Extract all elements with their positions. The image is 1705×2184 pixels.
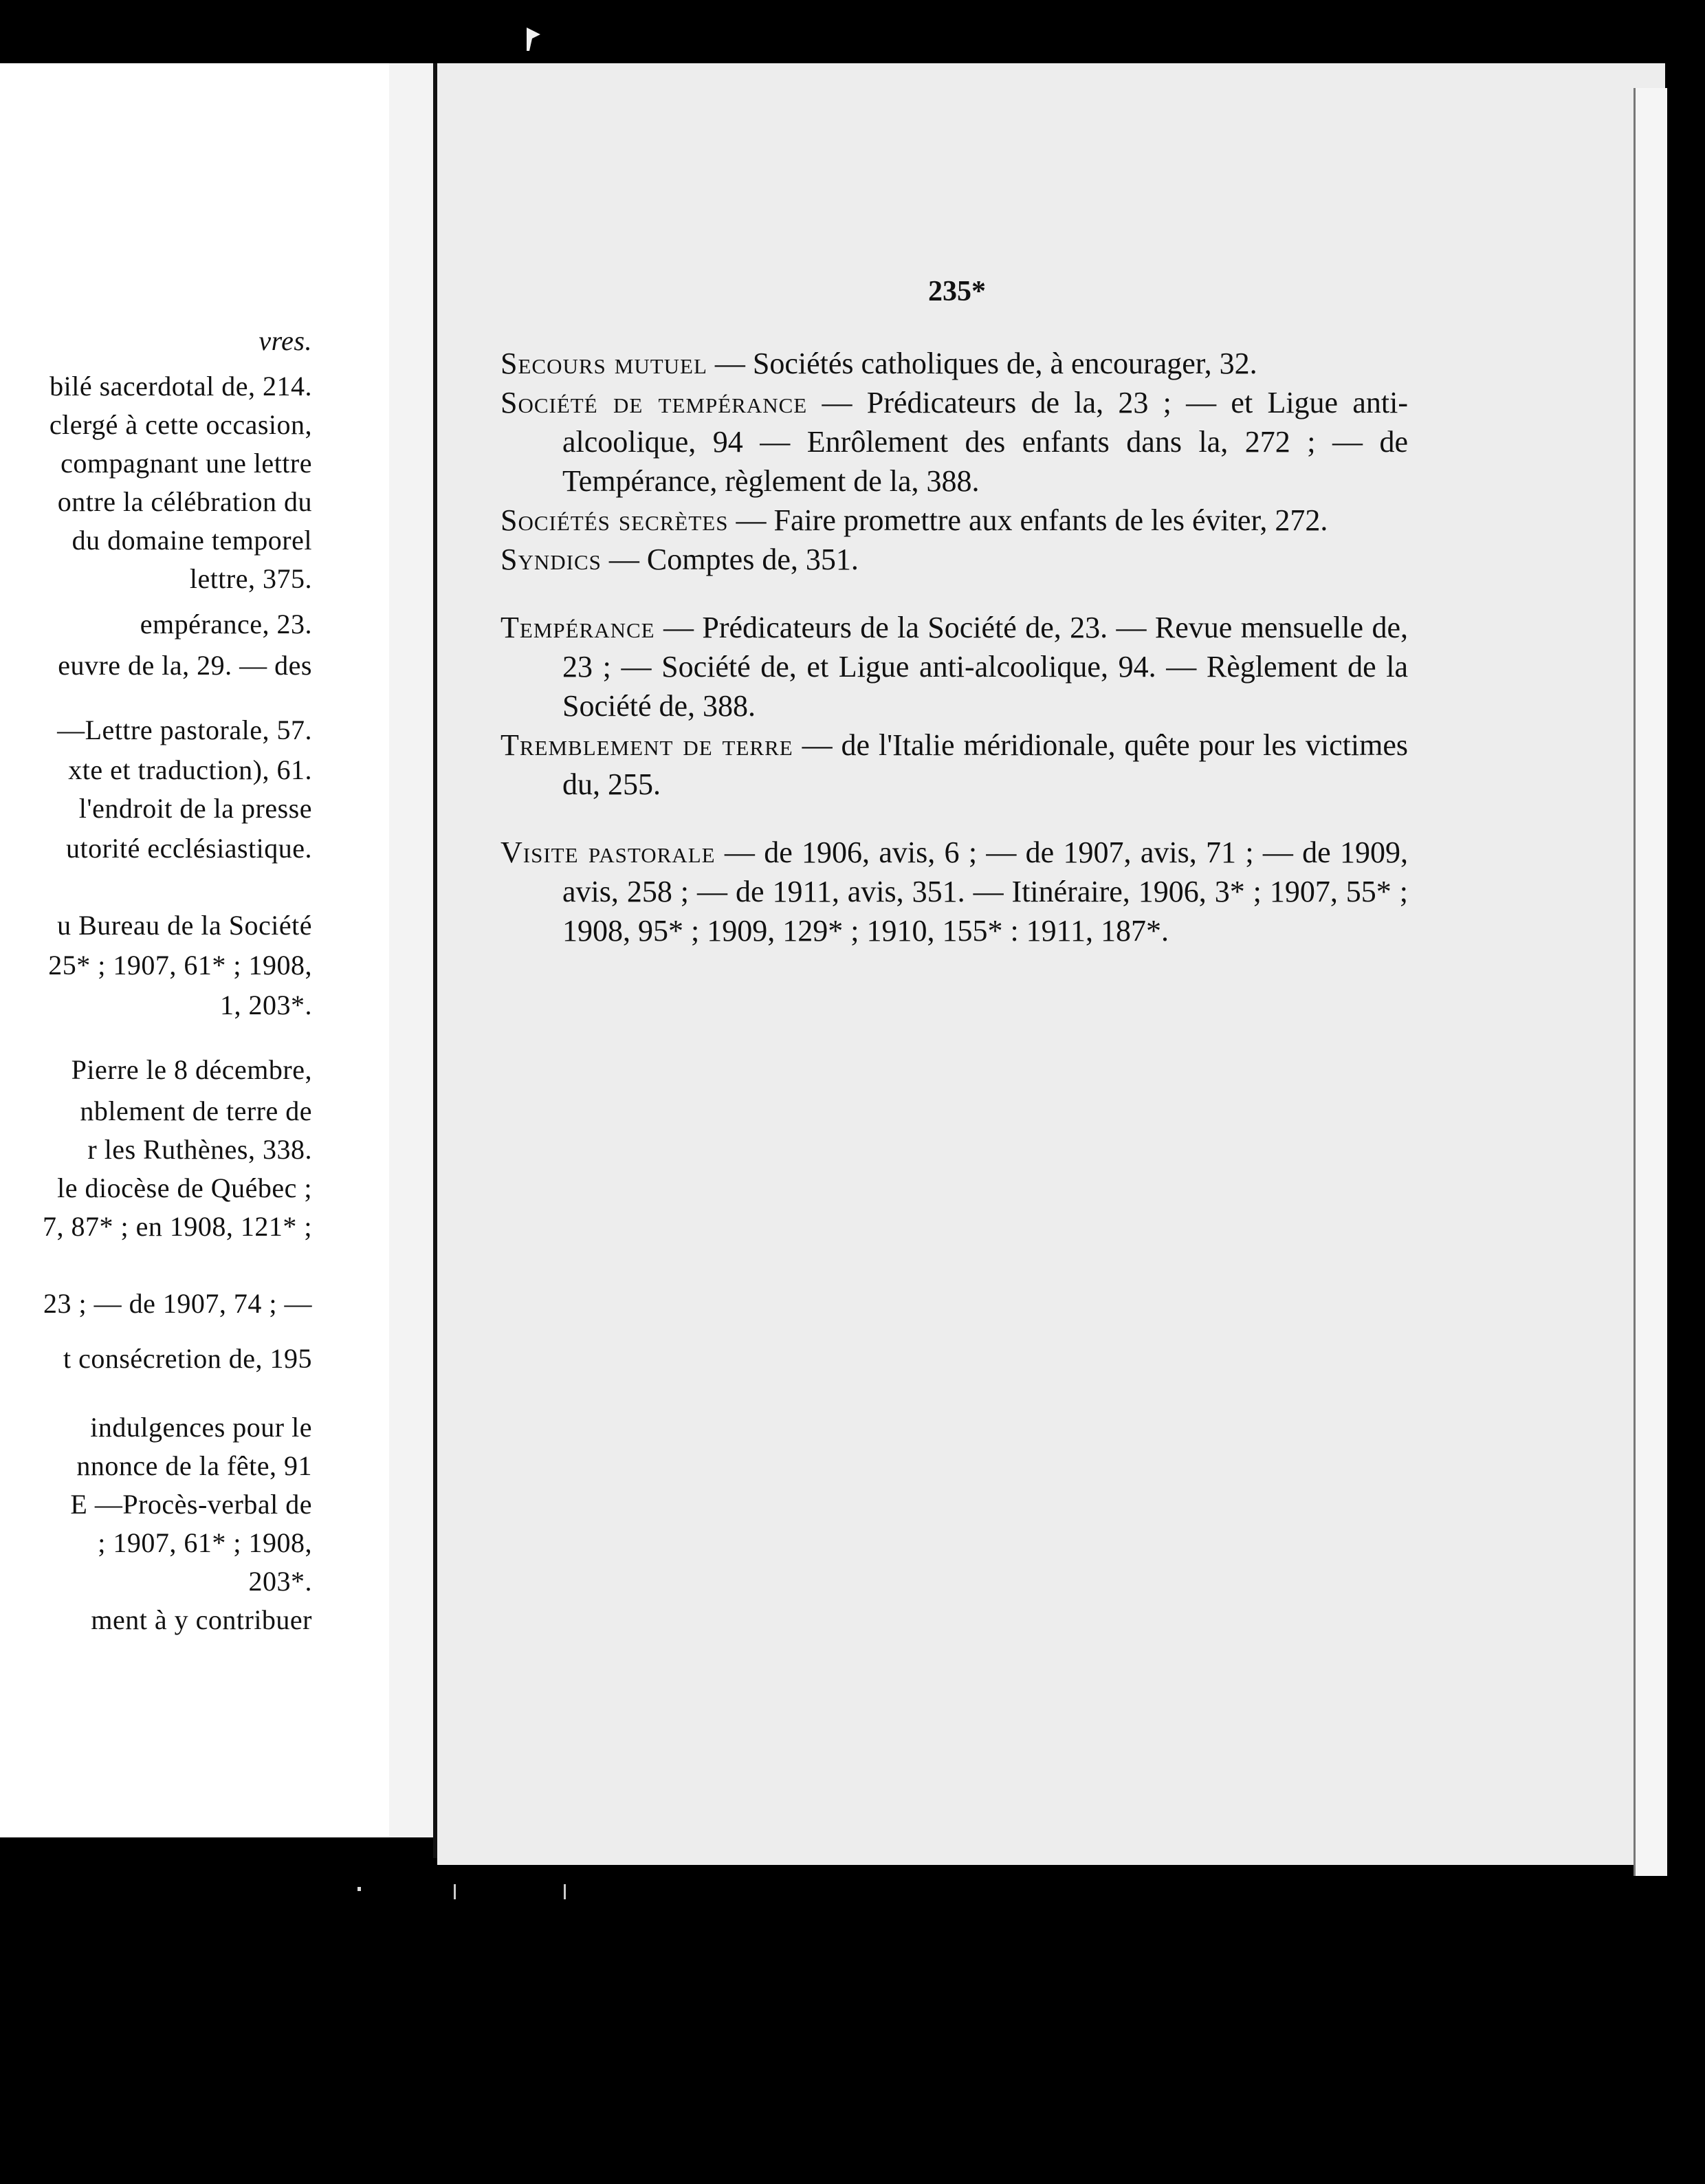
entry-text: — Faire promettre aux enfants de les éviter, 272. — [728, 503, 1328, 537]
entry-text: — Comptes de, 351. — [601, 543, 859, 576]
left-page-line: 23 ; — de 1907, 74 ; — — [43, 1288, 312, 1319]
left-page-line: —Lettre pastorale, 57. — [57, 714, 312, 745]
entry-heading: Secours mutuel — [500, 347, 707, 380]
index-entry-tremblement-de-terre — [500, 725, 1408, 804]
index-entry-syndics — [500, 540, 1408, 579]
left-page-line: indulgences pour le — [90, 1412, 312, 1443]
index-entry-temperance — [500, 608, 1408, 725]
left-page-line: nnonce de la fête, 91 — [76, 1450, 312, 1481]
page-edge — [1634, 88, 1667, 1876]
entry-heading: Tempérance — [500, 611, 655, 644]
entry-heading: Syndics — [500, 543, 602, 576]
page-gutter — [389, 63, 437, 1837]
entry-text: — Sociétés catholiques de, à encourager, 32. — [707, 347, 1257, 380]
left-page-line: vres. — [258, 325, 312, 356]
entry-text: — de l'Italie méridionale, quête pour les victimes du, 255. — [562, 728, 1408, 801]
right-page — [437, 63, 1665, 1865]
index-entry-societes-secretes — [500, 501, 1408, 540]
left-page-line: 25* ; 1907, 61* ; 1908, — [48, 950, 312, 981]
left-page-line: t consécretion de, 195 — [63, 1343, 312, 1374]
left-page-line: ontre la célébration du — [57, 486, 312, 517]
left-page-line: clergé à cette occasion, — [49, 409, 312, 440]
left-page-line: le diocèse de Québec ; — [57, 1172, 312, 1203]
left-page-line: u Bureau de la Société — [57, 910, 312, 941]
left-page-line: ; 1907, 61* ; 1908, — [98, 1527, 312, 1558]
left-page-line: bilé sacerdotal de, 214. — [50, 371, 312, 402]
entry-text: — Prédicateurs de la, 23 ; — et Ligue anti-alcoolique, 94 — Enrôlement des enfants dans la, 272 ; — de Tempérance, règlement de la, 388. — [562, 386, 1408, 498]
index-entry-secours-mutuel — [500, 344, 1408, 383]
left-page-line: ment à y contribuer — [91, 1604, 312, 1635]
left-page-line: r les Ruthènes, 338. — [87, 1134, 312, 1165]
scan-marks-icon — [358, 1884, 1045, 1905]
left-page-line: 203*. — [248, 1566, 312, 1597]
left-page-text — [0, 63, 389, 1837]
index-entry-visite-pastorale — [500, 833, 1408, 950]
top-mark-icon — [522, 25, 543, 52]
entry-heading: Sociétés secrètes — [500, 503, 729, 537]
index-entries — [500, 344, 1408, 950]
left-page-line: l'endroit de la presse — [78, 793, 312, 824]
left-page-line: empérance, 23. — [140, 609, 312, 640]
entry-heading: Visite pastorale — [500, 836, 716, 869]
left-page-line: Pierre le 8 décembre, — [71, 1054, 312, 1085]
entry-heading: Tremblement de terre — [500, 728, 793, 762]
entry-text: — de 1906, avis, 6 ; — de 1907, avis, 71 ; — de 1909, avis, 258 ; — de 1911, avis, 351. — Itinéraire, 1906, 3* ; 1907, 55* ; 1908, 95* ; 1909, 129* ; 1910, 155* : 1911, 187*. — [562, 836, 1408, 948]
left-page-line: du domaine temporel — [72, 525, 312, 556]
page-number: 235* — [928, 276, 986, 307]
left-page-line: euvre de la, 29. — des — [58, 650, 312, 681]
entry-text: — Prédicateurs de la Société de, 23. — Revue mensuelle de, 23 ; — Société de, et Ligue anti-alcoolique, 94. — Règlement de la Société de, 388. — [562, 611, 1408, 723]
left-page-line: nblement de terre de — [80, 1095, 312, 1126]
index-entry-societe-de-temperance — [500, 383, 1408, 501]
left-page-line: E —Procès-verbal de — [70, 1489, 312, 1520]
left-page-line: xte et traduction), 61. — [68, 754, 312, 785]
entry-heading: Société de tempérance — [500, 386, 808, 419]
left-page-line: 7, 87* ; en 1908, 121* ; — [43, 1211, 312, 1242]
left-page-line: compagnant une lettre — [60, 448, 312, 479]
left-page-line: utorité ecclésiastique. — [65, 833, 312, 864]
left-page — [0, 63, 393, 1837]
left-page-line: 1, 203*. — [220, 990, 312, 1020]
left-page-line: lettre, 375. — [189, 563, 312, 594]
